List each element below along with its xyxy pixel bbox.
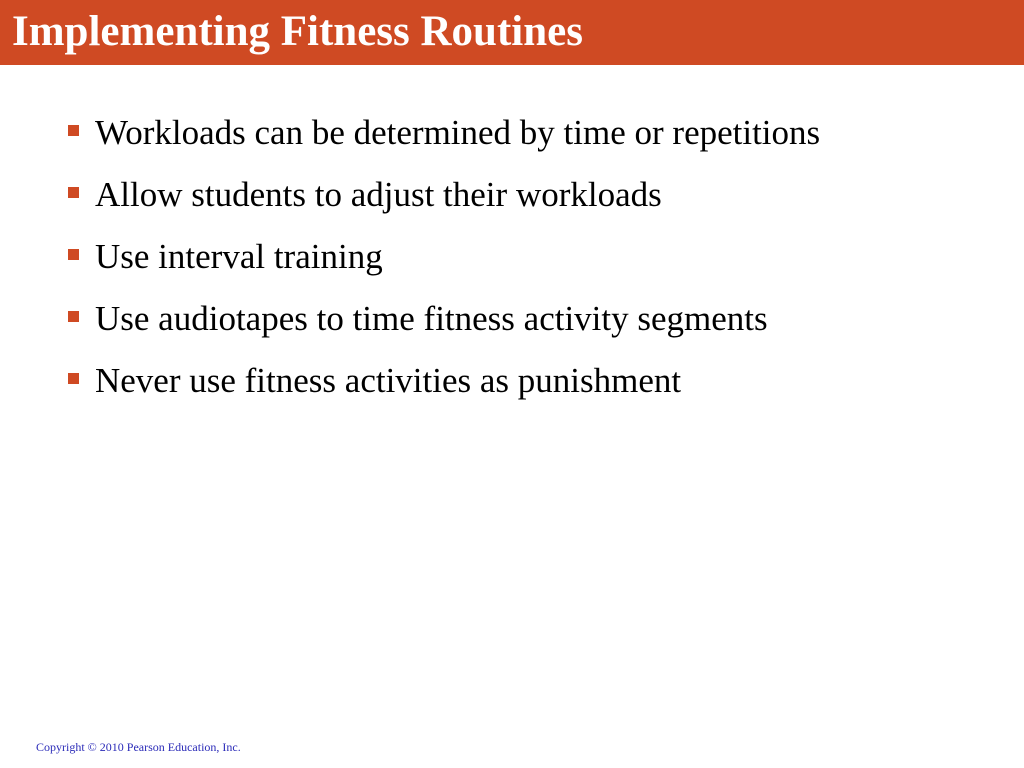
square-bullet-icon: [68, 311, 79, 322]
bullet-item: [66, 298, 966, 340]
bullet-item: [66, 360, 966, 402]
bullet-text: Use interval training: [95, 237, 383, 276]
bullet-text: Workloads can be determined by time or repetitions: [95, 113, 821, 152]
bullet-item: [66, 112, 966, 154]
square-bullet-icon: [68, 249, 79, 260]
title-bar: [0, 0, 1024, 65]
bullet-item: [66, 174, 966, 216]
square-bullet-icon: [68, 373, 79, 384]
bullet-text: Allow students to adjust their workloads: [95, 175, 662, 214]
bullet-list: [66, 112, 966, 422]
square-bullet-icon: [68, 125, 79, 136]
slide-title: Implementing Fitness Routines: [12, 8, 583, 55]
copyright-footer: Copyright © 2010 Pearson Education, Inc.: [36, 740, 241, 754]
bullet-item: [66, 236, 966, 278]
bullet-text: Use audiotapes to time fitness activity segments: [95, 299, 768, 338]
square-bullet-icon: [68, 187, 79, 198]
bullet-text: Never use fitness activities as punishment: [95, 361, 682, 400]
